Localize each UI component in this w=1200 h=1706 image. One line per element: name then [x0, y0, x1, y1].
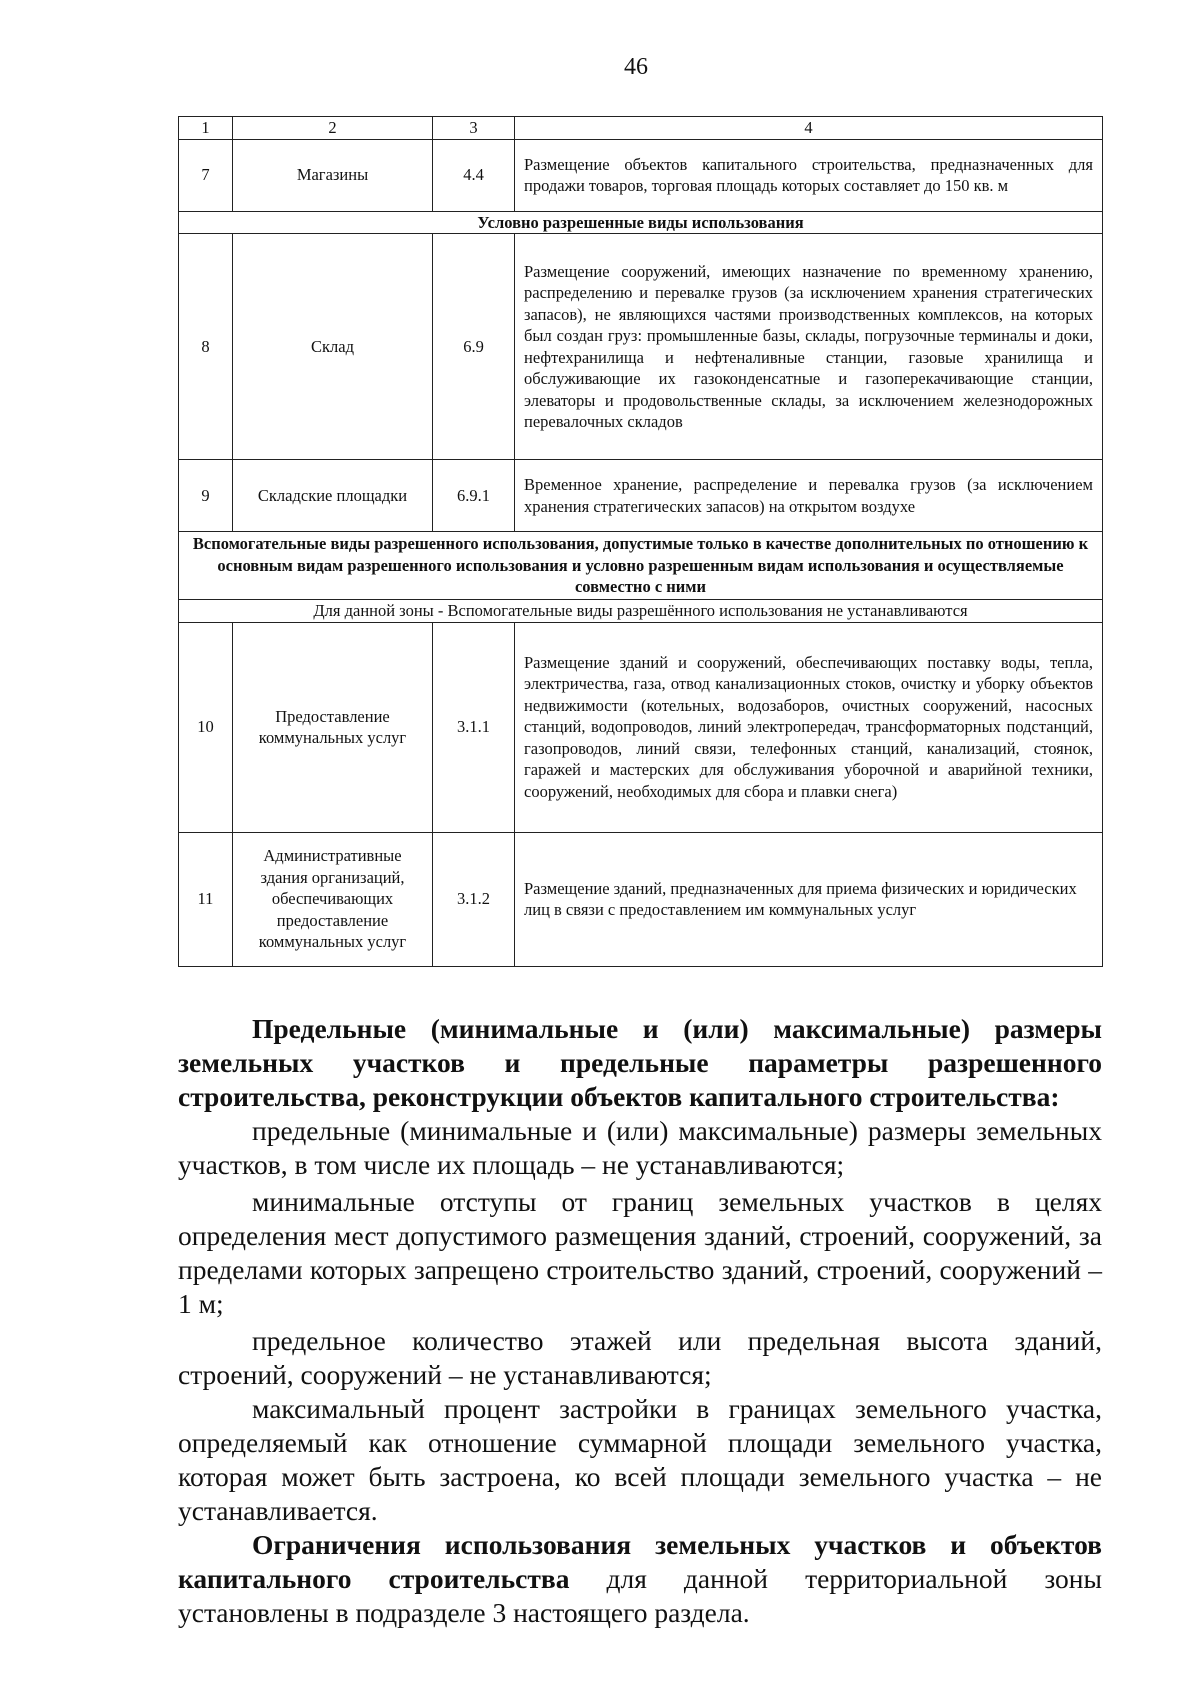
table-row: [179, 460, 1103, 532]
auxiliary-note: Для данной зоны - Вспомогательные виды разрешённого использования не устанавливаются: [179, 600, 1103, 623]
section-row: [179, 532, 1103, 600]
table-row: [179, 832, 1103, 966]
use-name: Предоставление коммунальных услуг: [233, 622, 433, 832]
use-code: 3.1.1: [433, 622, 515, 832]
use-description: Размещение зданий и сооружений, обеспечивающих поставку воды, тепла, электричества, газа, отвод канализационных стоков, очистку и уборку объектов недвижимости (котельных, водозаборов, очистных сооружений, насосных станций, водопроводов, линий электропередач, трансформаторных подстанций, газопроводов, линий связи, телефонных станций, канализаций, стоянок, гаражей и мастерских для обслуживания уборочной и аварийной техники, сооружений, необходимых для сбора и плавки снега): [515, 622, 1103, 832]
use-description: Размещение объектов капитального строительства, предназначенных для продажи товаров, торговая площадь которых составляет до 150 кв. м: [515, 139, 1103, 211]
use-description: Временное хранение, распределение и перевалка грузов (за исключением хранения стратегических запасов) на открытом воздухе: [515, 460, 1103, 532]
use-code: 6.9.1: [433, 460, 515, 532]
table-row: [179, 234, 1103, 460]
use-description: Размещение сооружений, имеющих назначение по временному хранению, распределению и перевалке грузов (за исключением хранения стратегических запасов), не являющихся частями производственных комплексов, на которых был создан груз: промышленные базы, склады, погрузочные терминалы и доки, нефтехранилища и нефтеналивные станции, газовые хранилища и обслуживающие их газоконденсатные и газоперекачивающие станции, элеваторы и продовольственные склады, за исключением железнодорожных перевалочных складов: [515, 234, 1103, 460]
use-code: 4.4: [433, 139, 515, 211]
note-row: [179, 600, 1103, 623]
restrictions-rest: для данной территориальной зоны установлены в подразделе 3 настоящего раздела.: [178, 1563, 1102, 1628]
row-number: 9: [179, 460, 233, 532]
table-header-row: [179, 117, 1103, 140]
paragraph-setbacks: минимальные отступы от границ земельных участков в целях определения мест допустимого размещения зданий, строений, сооружений, за пределами которых запрещено строительство зданий, строений, сооружений – 1 м;: [178, 1186, 1102, 1319]
use-description: Размещение зданий, предназначенных для приема физических и юридических лиц в связи с предоставлением им коммунальных услуг: [515, 832, 1103, 966]
use-name: Магазины: [233, 139, 433, 211]
use-code: 3.1.2: [433, 832, 515, 966]
paragraph-floors: предельное количество этажей или предельная высота зданий, строений, сооружений – не устанавливаются;: [178, 1325, 1102, 1390]
header-cell: 1: [179, 117, 233, 140]
body-text: [178, 1012, 1102, 1630]
section-title-conditional: Условно разрешенные виды использования: [179, 211, 1103, 234]
row-number: 10: [179, 622, 233, 832]
row-number: 8: [179, 234, 233, 460]
header-cell: 4: [515, 117, 1103, 140]
paragraph-restrictions: [178, 1528, 1102, 1630]
table-row: [179, 139, 1103, 211]
header-cell: 2: [233, 117, 433, 140]
page-number: 46: [624, 54, 648, 80]
header-cell: 3: [433, 117, 515, 140]
restrictions-bold: Ограничения использования земельных участков и объектов капитального строительства: [178, 1529, 1102, 1594]
params-heading: Предельные (минимальные и (или) максимальные) размеры земельных участков и предельные параметры разрешенного строительства, реконструкции объектов капитального строительства:: [178, 1013, 1102, 1112]
paragraph-coverage: максимальный процент застройки в границах земельного участка, определяемый как отношение суммарной площади земельного участка, которая может быть застроена, ко всей площади земельного участка – не устанавливается.: [178, 1393, 1102, 1526]
land-use-table: [178, 116, 1103, 967]
table-row: [179, 622, 1103, 832]
use-name: Складские площадки: [233, 460, 433, 532]
section-title-auxiliary: Вспомогательные виды разрешенного использования, допустимые только в качестве дополнительных по отношению к основным видам разрешенного использования и условно разрешенным видам использования и осуществляемые совместно с ними: [179, 532, 1103, 600]
use-code: 6.9: [433, 234, 515, 460]
section-row: [179, 211, 1103, 234]
row-number: 7: [179, 139, 233, 211]
row-number: 11: [179, 832, 233, 966]
use-name: Административные здания организаций, обеспечивающих предоставление коммунальных услуг: [233, 832, 433, 966]
paragraph-plot-sizes: предельные (минимальные и (или) максимальные) размеры земельных участков, в том числе их площадь – не устанавливаются;: [178, 1115, 1102, 1180]
use-name: Склад: [233, 234, 433, 460]
